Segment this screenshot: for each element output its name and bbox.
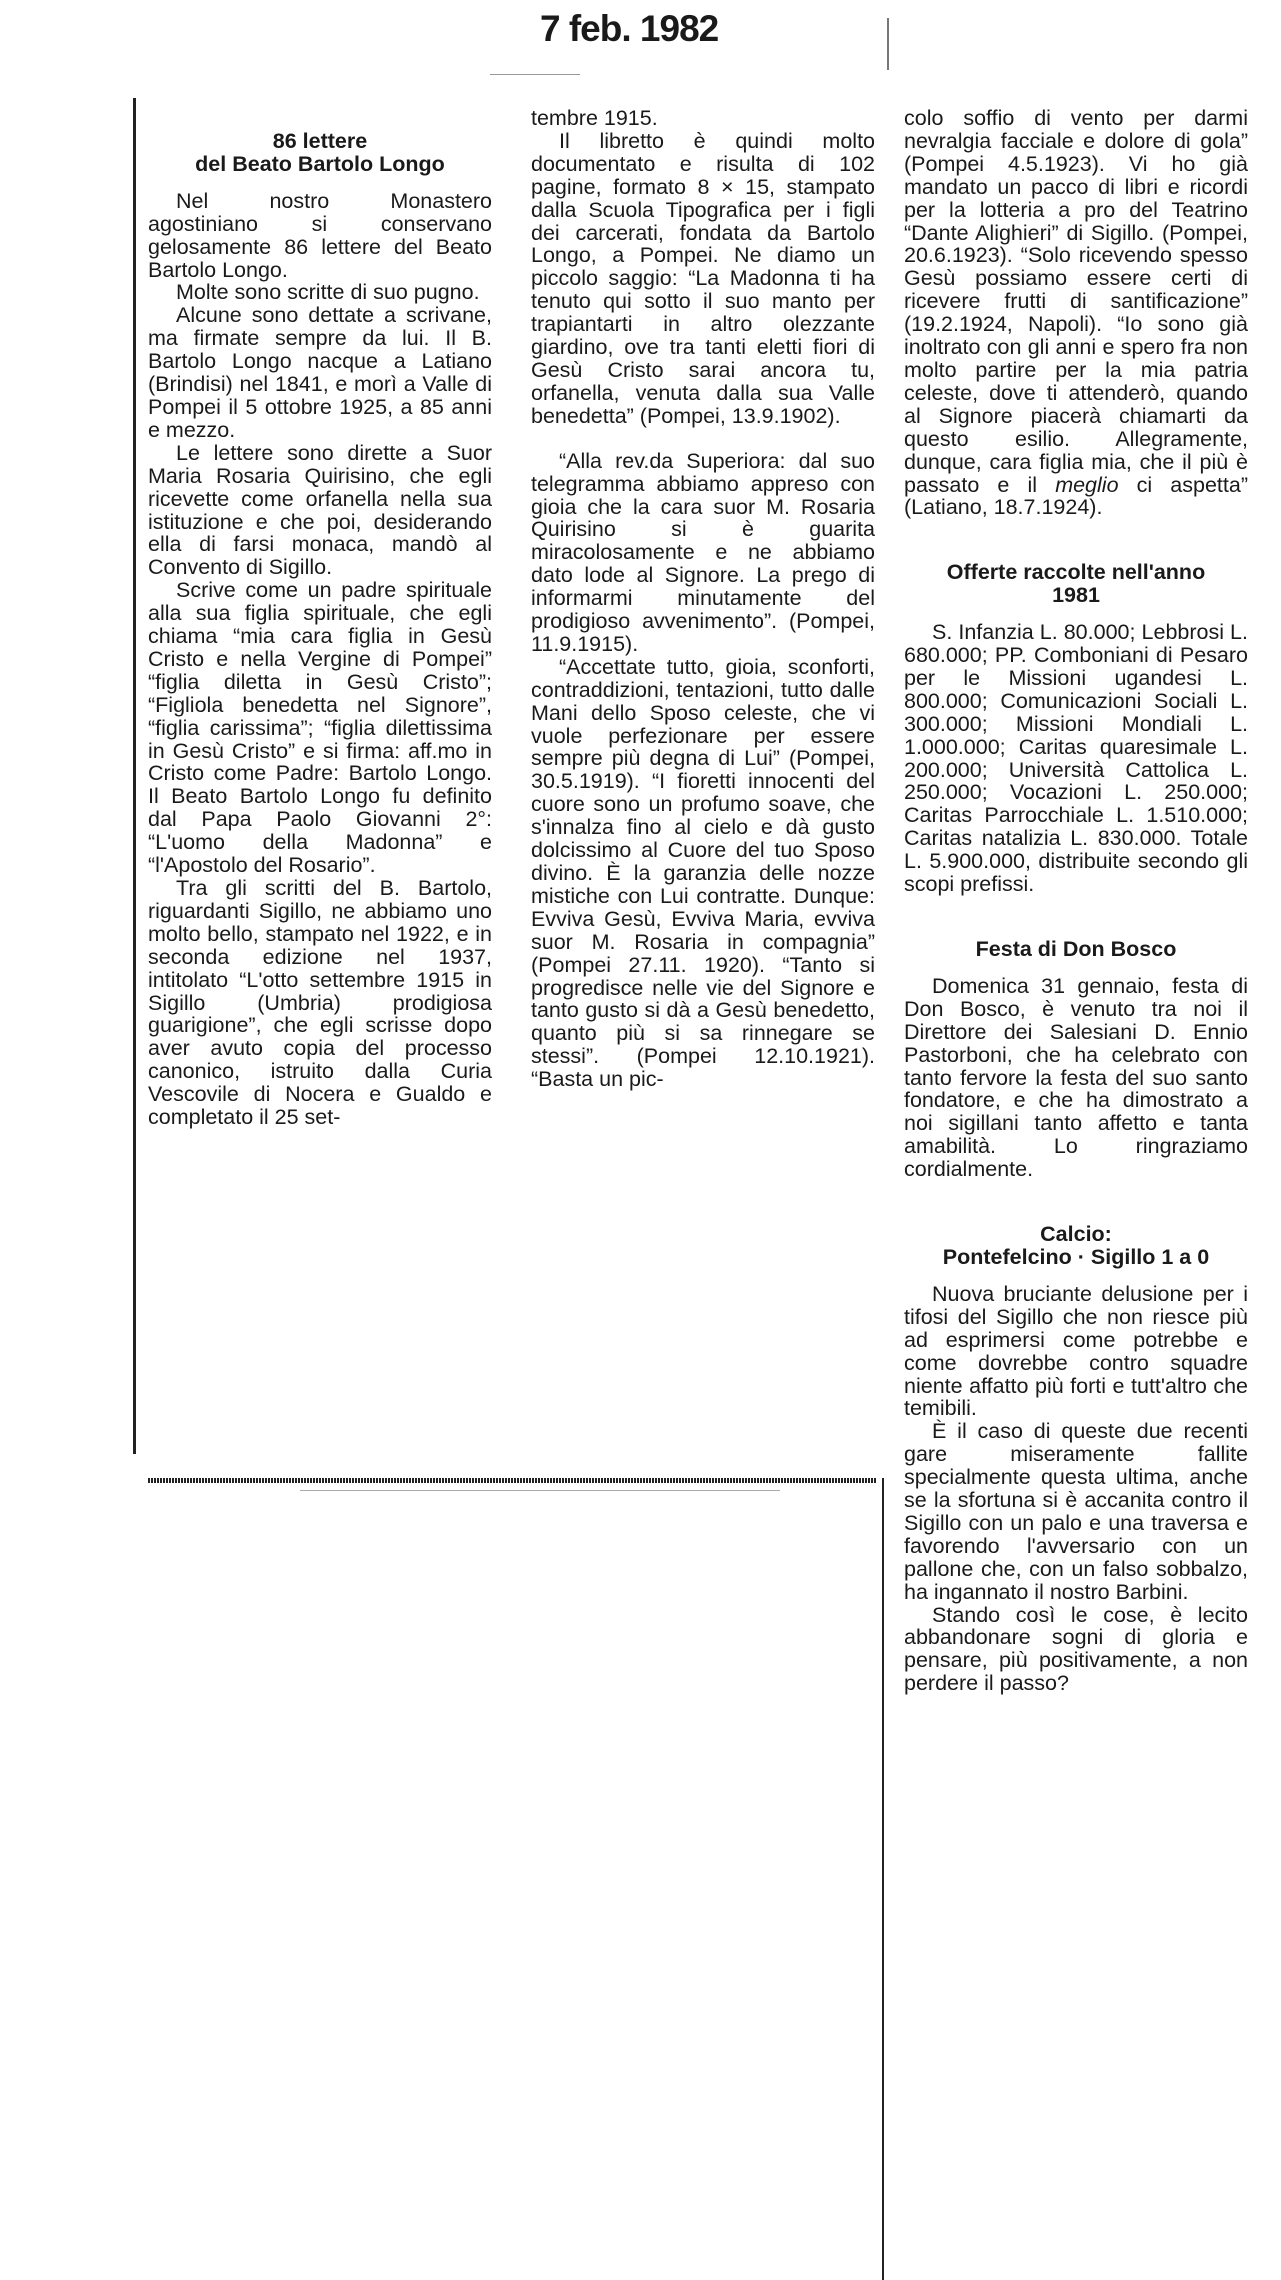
article-86-lettere xyxy=(148,130,492,1129)
bottom-divider xyxy=(148,1478,876,1483)
right-column-rule xyxy=(882,1478,884,2280)
bosco-text: Domenica 31 gennaio, festa di Don Bosco, è venuto tra noi il Direttore dei Salesiani D. Ennio Pastorboni, che ha celebrato con tanto fervore la festa del suo santo fondatore, e che ha dimostrato a noi sigillani tanto affetto e tanta amabilità. Lo ringraziamo cordialmente. xyxy=(904,973,1248,1182)
article-heading: 86 lettere del Beato Bartolo Longo xyxy=(195,129,445,176)
offerte-heading: Offerte raccolte nell'anno 1981 xyxy=(946,560,1206,608)
paragraph: “Alla rev.da Superiora: dal suo telegramma abbiamo appreso con gioia che la cara suor M. Rosaria Quirisino si è guarita miracolosamente e ne abbiamo dato lode al Signore. La prego di informarmi minutamente del prodigioso avvenimento”. (Pompei, 11.9.1915). xyxy=(531,448,875,656)
paragraph: Nel nostro Monastero agostiniano si conservano gelosamente 86 lettere del Beato Bartolo Longo. xyxy=(148,188,492,282)
paragraph: Il libretto è quindi molto documentato e risulta di 102 pagine, formato 8 × 15, stampato dalla Scuola Tipografica per i figli dei carcerati, fondata da Bartolo Longo, a Pompei. Ne diamo un piccolo saggio: “La Madonna ti ha tenuto qui sotto il suo manto per trapiantarti in altro olezzante giardino, ove tra tanti eletti fiori di Gesù Cristo sarai ancora tu, orfanella, venuta dalla sua Valle benedetta” (Pompei, 13.9.1902). xyxy=(531,128,875,428)
paragraph: Scrive come un padre spirituale alla sua figlia spirituale, che egli chiama “mia cara figlia in Gesù Cristo e nella Vergine di Pompei” “figlia diletta in Gesù Cristo”; “Figliola benedetta nel Signore”, “figlia carissima”; “figlia dilettissima in Gesù Cristo” e si firma: aff.mo in Cristo come Padre: Bartolo Longo. Il Beato Bartolo Longo fu definito dal Papa Paolo Giovanni 2°: “L'uomo della Madonna” e “l'Apostolo del Rosario”. xyxy=(148,578,492,878)
bottom-dashes xyxy=(300,1490,780,1491)
paragraph: tembre 1915. xyxy=(531,106,658,130)
column-three xyxy=(904,107,1248,1695)
paragraph: Le lettere sono dirette a Suor Maria Rosaria Quirisino, che egli ricevette come orfanella nella sua istituzione e che poi, desiderando ella di farsi monaca, mandò al Convento di Sigillo. xyxy=(148,440,492,580)
paragraph: Alcune sono dettate a scrivane, ma firmate sempre da lui. Il B. Bartolo Longo nacque a Latiano (Brindisi) nel 1841, e morì a Valle di Pompei il 5 ottobre 1925, a 85 anni e mezzo. xyxy=(148,303,492,442)
issue-date: 7 feb. 1982 xyxy=(540,8,719,49)
italic-word: meglio xyxy=(1055,472,1119,497)
bosco-heading: Festa di Don Bosco xyxy=(975,937,1177,961)
left-column-rule xyxy=(133,98,136,1454)
paragraph: “Accettate tutto, gioia, sconforti, contraddizioni, tentazioni, tutto dalle Mani dello Sposo celeste, che vi vuole perfezionare per essere sempre più degna di Lui” (Pompei, 30.5.1919). “I fioretti innocenti del cuore sono un profumo soave, che s'innalza fino al cielo e dà gusto dolcissimo al Cuore del tuo Sposo divino. È la garanzia delle nozze mistiche con Lui contratte. Dunque: Evviva Gesù, Evviva Maria, evviva suor M. Rosaria in compagnia” (Pompei 27.11. 1920). “Tanto si progredisce nelle vie del Signore e tanto gusto si dà a Gesù benedetto, quanto più si sa rinnegare se stessi”. (Pompei 12.10.1921). “Basta un pic- xyxy=(531,654,875,1092)
header-dash xyxy=(490,74,580,75)
paragraph: È il caso di queste due recenti gare miseramente fallite specialmente questa ultima, anche se la sfortuna si è accanita contro il Sigillo con un palo e una traversa e favorendo l'avversario con un pallone che, con un falso sobbalzo, ha ingannato il nostro Barbini. xyxy=(904,1419,1248,1604)
paragraph: Nuova bruciante delusione per i tifosi del Sigillo che non riesce più ad esprimersi come potrebbe e come dovrebbe contro squadre niente affatto più forti e tutt'altro che temibili. xyxy=(904,1281,1248,1421)
header-vertical-mark xyxy=(887,18,889,70)
paragraph: Molte sono scritte di suo pugno. xyxy=(176,280,480,305)
paragraph: Stando così le cose, è lecito abbandonare sogni di gloria e pensare, più positivamente, a non perdere il passo? xyxy=(904,1602,1248,1696)
calcio-heading: Calcio: Pontefelcino · Sigillo 1 a 0 xyxy=(942,1222,1210,1269)
paragraph: Tra gli scritti del B. Bartolo, riguardanti Sigillo, ne abbiamo uno molto bello, stampato nel 1922, e in seconda edizione nel 1937, intitolato “L'otto settembre 1915 in Sigillo (Umbria) prodigiosa guarigione”, che egli scrisse dopo aver avuto copia del processo canonico, istruito dalla Curia Vescovile di Nocera e Gualdo e completato il 25 set- xyxy=(148,876,492,1130)
paragraph: colo soffio di vento per darmi nevralgia facciale e dolore di gola” (Pompei 4.5.1923). Vi ho già mandato un pacco di libri e ricordi per la lotteria a pro del Teatrino “Dante Alighieri” di Sigillo. (Pompei, 20.6.1923). “Solo ricevendo spesso Gesù possiamo essere certi di ricevere frutti di santificazione” (19.2.1924, Napoli). “Io sono già inoltrato con gli anni e spero fra non molto partire per la mia patria celeste, dove ti attenderò, quando al Signore piacerà chiamarti da questo esilio. Allegramente, dunque, cara figlia mia, che il più è passato e il meglio ci aspetta” (Latiano, 18.7.1924). xyxy=(904,106,1248,520)
offerte-text: S. Infanzia L. 80.000; Lebbrosi L. 680.000; PP. Comboniani di Pesaro per le Missioni ugandesi L. 800.000; Comunicazioni Sociali L. 300.000; Missioni Mondiali L. 1.000.000; Caritas quaresimale L. 200.000; Università Cattolica L. 250.000; Vocazioni L. 250.000; Caritas Parrocchiale L. 1.510.000; Caritas natalizia L. 830.000. Totale L. 5.900.000, distribuite secondo gli scopi prefissi. xyxy=(904,620,1248,897)
article-86-lettere-cont xyxy=(531,107,875,1091)
